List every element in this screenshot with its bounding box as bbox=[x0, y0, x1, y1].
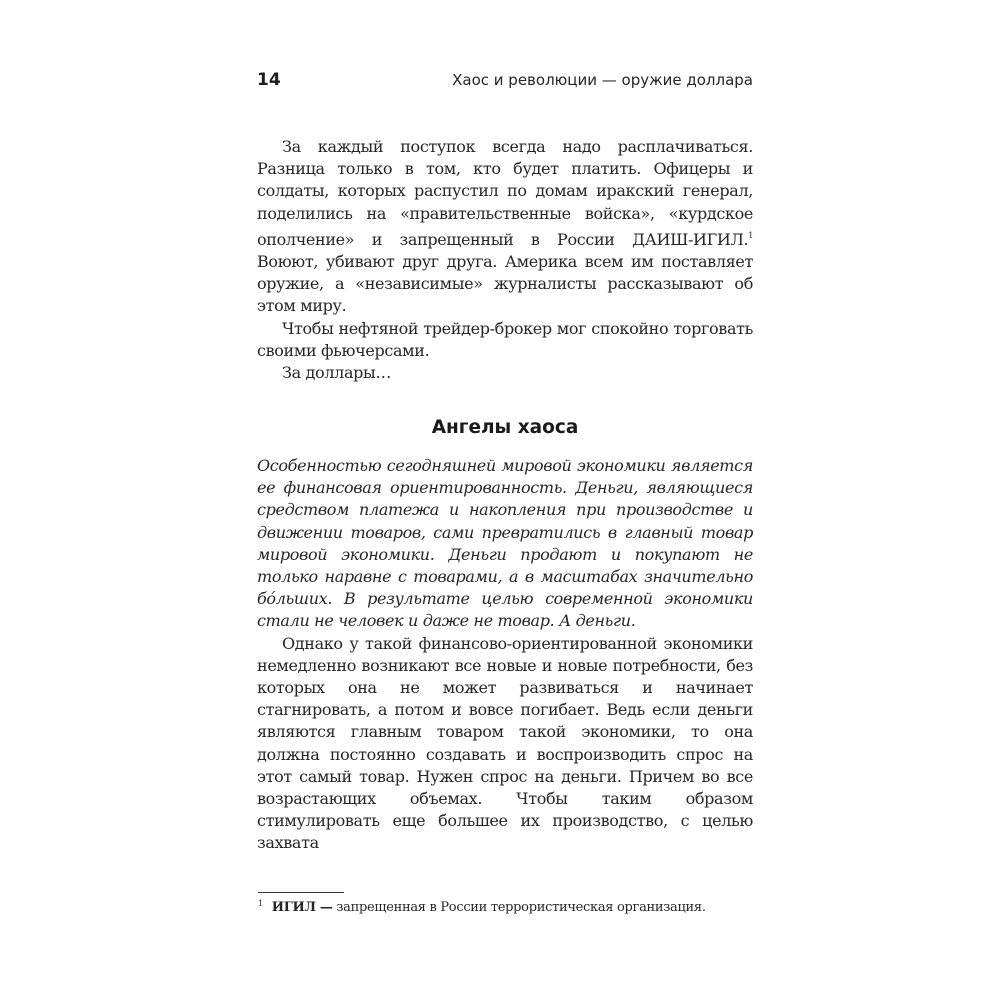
section-angels-of-chaos bbox=[257, 455, 753, 855]
footnote-mark: 1 bbox=[258, 899, 263, 908]
page-number: 14 bbox=[257, 70, 281, 90]
paragraph-text: За каждый поступок всегда надо расплачиваться. Разница только в том, кто будет платить. Офицеры и солдаты, которых распустил по домам иракский генерал, поделились на «правительственные войска», «курдское ополчение» и запрещенный в России ДАИШ-ИГИЛ. bbox=[257, 137, 753, 249]
paragraph: Чтобы нефтяной трейдер-брокер мог спокойно торговать своими фьючерсами. bbox=[257, 318, 753, 360]
footnote-term: ИГИЛ — bbox=[271, 900, 333, 915]
footnote bbox=[258, 899, 754, 915]
section-heading: Ангелы хаоса bbox=[431, 417, 579, 438]
paragraph-text: Воюют, убивают друг друга. Америка всем им поставляет оружие, а «независимые» журналисты рассказывают об этом миру. bbox=[257, 252, 753, 316]
footnote-text: запрещенная в России террористическая организация. bbox=[332, 900, 706, 915]
section-intro bbox=[257, 136, 753, 384]
running-head bbox=[257, 70, 753, 94]
book-page bbox=[257, 0, 753, 1000]
paragraph: Однако у такой финансово-ориентированной экономики немедленно возникают все новые и новые потребности, без которых она не может развиваться и начинает стагнировать, а потом и вовсе погибает. Ведь если деньги являются главным товаром такой экономики, то она должна постоянно создавать и воспроизводить спрос на этот самый товар. Нужен спрос на деньги. Причем во все возрастающих объемах. Чтобы таким образом стимулировать еще большее их производство, с целью захвата bbox=[257, 633, 753, 853]
footnote-reference[interactable]: 1 bbox=[748, 230, 753, 240]
epigraph-paragraph: Особенностью сегодняшней мировой экономики является ее финансовая ориентированность. Деньги, являющиеся средством платежа и накопления при производстве и движении товаров, сами превратились в главный товар мировой экономики. Деньги продают и покупают не только наравне с товарами, а в масштабах значительно бóльших. В результате целью современной экономики стали не человек и даже не товар. А деньги. bbox=[257, 456, 753, 631]
paragraph: За доллары… bbox=[282, 363, 392, 383]
running-title: Хаос и революции — оружие доллара bbox=[452, 71, 753, 89]
footnote-divider bbox=[258, 892, 344, 893]
paragraph bbox=[257, 136, 753, 318]
